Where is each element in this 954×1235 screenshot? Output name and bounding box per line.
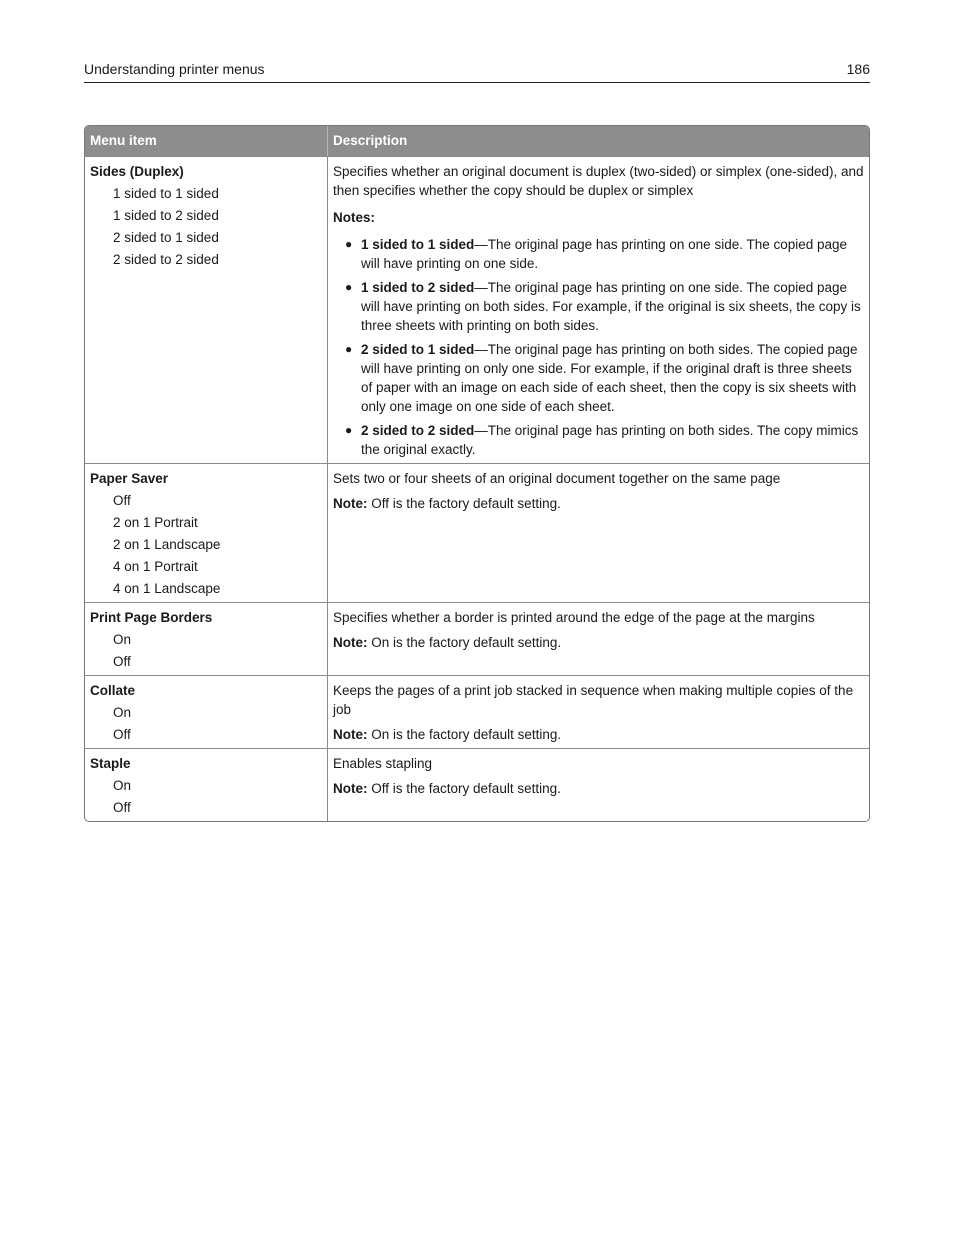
menu-item-name: Staple <box>90 756 131 771</box>
menu-option: On <box>113 778 132 793</box>
menu-option: On <box>113 705 132 720</box>
table-row-print-page-borders <box>85 602 869 675</box>
menu-item-cell <box>85 676 328 748</box>
description-cell <box>328 157 869 463</box>
menu-option: Off <box>113 654 131 669</box>
bullet-text: —The original page has printing on one side. The copied page will have printing on one side. <box>361 237 848 271</box>
menu-option: 2 on 1 Portrait <box>113 515 198 530</box>
list-item <box>333 235 864 273</box>
menu-option: Off <box>113 727 131 742</box>
bullet-icon: ● <box>345 280 353 294</box>
page-title: Understanding printer menus <box>84 61 265 77</box>
menu-item-name: Paper Saver <box>90 471 169 486</box>
menu-option: 1 sided to 1 sided <box>113 186 219 201</box>
list-item <box>333 421 864 459</box>
menu-option: 2 sided to 1 sided <box>113 230 219 245</box>
page-header <box>84 58 870 83</box>
menu-option: 2 on 1 Landscape <box>113 537 221 552</box>
menu-option: 2 sided to 2 sided <box>113 252 219 267</box>
menu-item-cell <box>85 749 328 821</box>
menu-option: Off <box>113 800 131 815</box>
description-text: Sets two or four sheets of an original document together on the same page <box>333 471 781 486</box>
page-number: 186 <box>846 61 870 77</box>
menu-item-name: Print Page Borders <box>90 610 213 625</box>
description-text: Keeps the pages of a print job stacked in sequence when making multiple copies of the job <box>333 683 854 717</box>
bullet-icon: ● <box>345 237 353 251</box>
note-line <box>333 725 864 744</box>
list-item <box>333 278 864 335</box>
menu-item-cell <box>85 603 328 675</box>
description-cell <box>328 464 869 602</box>
bullet-text: —The original page has printing on both sides. The copied page will have printing on only one side. For example, if the original draft is three sheets of paper with an image on each side of each sheet, then the copy is six sheets with only one image on one side of each sheet. <box>361 342 858 414</box>
note-label: Note: <box>333 496 368 511</box>
table-row-collate <box>85 675 869 748</box>
note-label: Note: <box>333 635 368 650</box>
bullet-icon: ● <box>345 423 353 437</box>
description-text: Specifies whether a border is printed around the edge of the page at the margins <box>333 610 815 625</box>
description-cell <box>328 676 869 748</box>
note-text: On is the factory default setting. <box>367 727 562 742</box>
column-header-menu-item: Menu item <box>85 126 328 156</box>
description-cell <box>328 603 869 675</box>
table-header <box>85 126 869 156</box>
bullet-lead: 2 sided to 1 sided <box>361 342 475 357</box>
menu-option: 1 sided to 2 sided <box>113 208 219 223</box>
note-text: Off is the factory default setting. <box>367 496 561 511</box>
menu-option: Off <box>113 493 131 508</box>
menu-item-name: Sides (Duplex) <box>90 164 184 179</box>
description-cell <box>328 749 869 821</box>
note-text: On is the factory default setting. <box>367 635 562 650</box>
menu-option: 4 on 1 Landscape <box>113 581 221 596</box>
bullet-lead: 1 sided to 1 sided <box>361 237 475 252</box>
menu-item-name: Collate <box>90 683 136 698</box>
bullet-text: —The original page has printing on one side. The copied page will have printing on both sides. For example, if the original is six sheets, the copy is three sheets with printing on both sides. <box>361 280 861 333</box>
list-item <box>333 340 864 416</box>
note-line <box>333 779 864 798</box>
note-line <box>333 494 864 513</box>
note-label: Note: <box>333 781 368 796</box>
bullet-lead: 1 sided to 2 sided <box>361 280 475 295</box>
description-text: Enables stapling <box>333 756 433 771</box>
menu-option: On <box>113 632 132 647</box>
menu-table <box>84 125 870 822</box>
notes-list <box>333 235 864 459</box>
note-label: Note: <box>333 727 368 742</box>
note-text: Off is the factory default setting. <box>367 781 561 796</box>
menu-option: 4 on 1 Portrait <box>113 559 198 574</box>
table-row-sides-duplex <box>85 156 869 463</box>
bullet-text: —The original page has printing on both sides. The copy mimics the original exactly. <box>361 423 859 457</box>
description-text: Specifies whether an original document is duplex (two-sided) or simplex (one-sided), and then specifies whether the copy should be duplex or simplex <box>333 164 864 198</box>
bullet-lead: 2 sided to 2 sided <box>361 423 475 438</box>
table-row-paper-saver <box>85 463 869 602</box>
notes-label: Notes: <box>333 210 376 225</box>
column-header-description: Description <box>333 133 408 148</box>
table-row-staple <box>85 748 869 821</box>
menu-item-cell <box>85 464 328 602</box>
menu-item-cell <box>85 157 328 463</box>
note-line <box>333 633 864 652</box>
bullet-icon: ● <box>345 342 353 356</box>
